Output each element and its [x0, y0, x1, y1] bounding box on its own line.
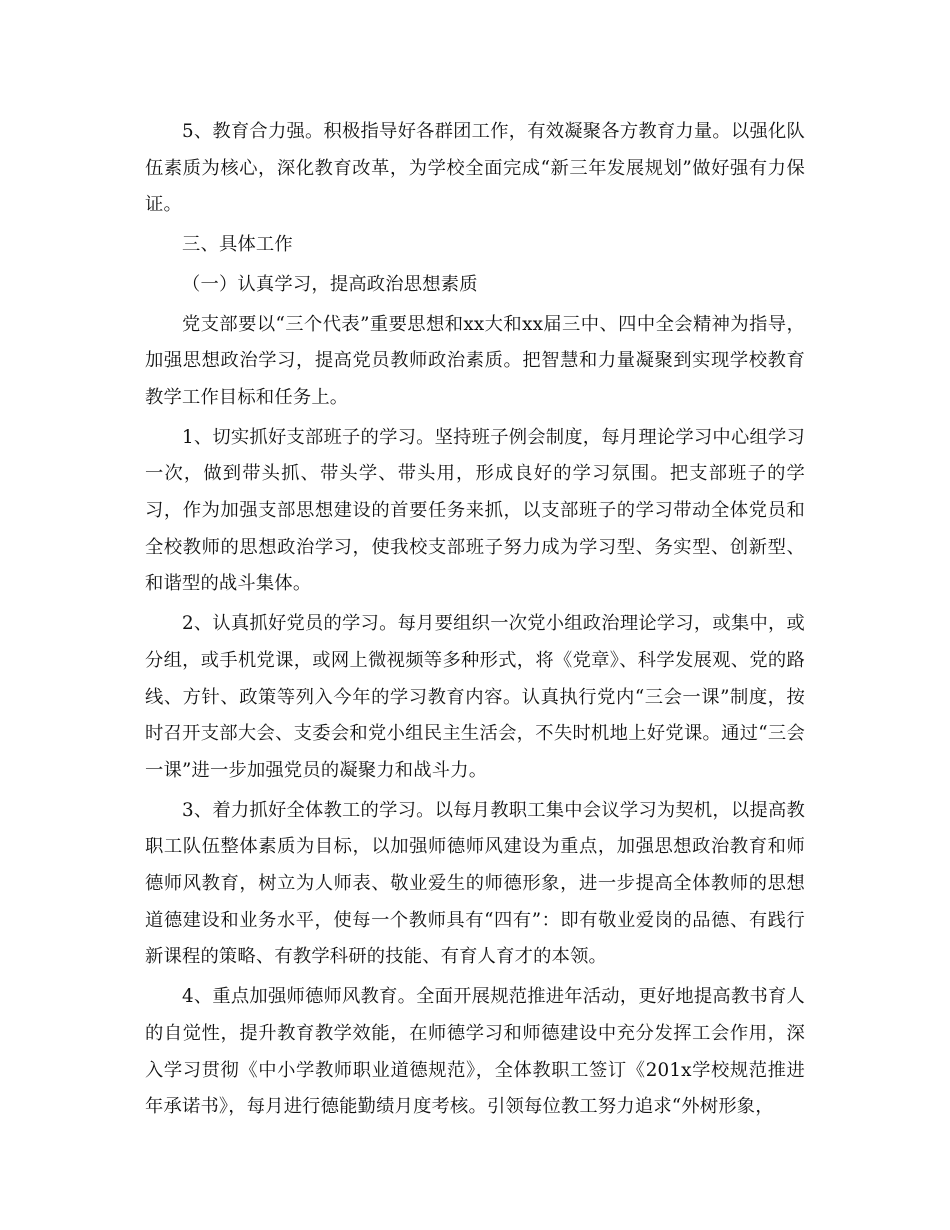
paragraph-party-branch-study: 党支部要以“三个代表”重要思想和xx大和xx届三中、四中全会精神为指导，加强思想政治学习，提高党员教师政治素质。把智慧和力量凝聚到实现学校教育教学工作目标和任务上。 [145, 313, 805, 408]
document-page [145, 114, 805, 1129]
paragraph-branch-team-study: 1、切实抓好支部班子的学习。坚持班子例会制度，每月理论学习中心组学习一次，做到带头抓、带头学、带头用，形成良好的学习氛围。把支部班子的学习，作为加强支部思想建设的首要任务来抓，以支部班子的学习带动全体党员和全校教师的思想政治学习，使我校支部班子努力成为学习型、务实型、创新型、和谐型的战斗集体。 [145, 426, 805, 595]
paragraph-education-synergy: 5、教育合力强。积极指导好各群团工作，有效凝聚各方教育力量。以强化队伍素质为核心，深化教育改革，为学校全面完成“新三年发展规划”做好强有力保证。 [145, 121, 805, 216]
paragraph-staff-study: 3、着力抓好全体教工的学习。以每月教职工集中会议学习为契机，以提高教职工队伍整体素质为目标，以加强师德师风建设为重点，加强思想政治教育和师德师风教育，树立为人师表、敬业爱生的师德形象，进一步提高全体教师的思想道德建设和业务水平，使每一个教师具有“四有”：即有敬业爱岗的品德、有践行新课程的策略、有教学科研的技能、有育人育才的本领。 [145, 799, 805, 968]
subsection-heading-study: （一）认真学习，提高政治思想素质 [182, 273, 478, 295]
paragraph-teacher-ethics: 4、重点加强师德师风教育。全面开展规范推进年活动，更好地提高教书育人的自觉性，提升教育教学效能，在师德学习和师德建设中充分发挥工会作用，深入学习贯彻《中小学教师职业道德规范》，全体教职工签订《201x学校规范推进年承诺书》，每月进行德能勤绩月度考核。引领每位教工努力追求“外树形象， [145, 986, 805, 1118]
paragraph-party-member-study: 2、认真抓好党员的学习。每月要组织一次党小组政治理论学习，或集中，或分组，或手机党课，或网上微视频等多种形式，将《党章》、科学发展观、党的路线、方针、政策等列入今年的学习教育内容。认真执行党内“三会一课”制度，按时召开支部大会、支委会和党小组民主生活会，不失时机地上好党课。通过“三会一课”进一步加强党员的凝聚力和战斗力。 [145, 613, 805, 781]
section-heading-specific-work: 三、具体工作 [182, 234, 293, 256]
